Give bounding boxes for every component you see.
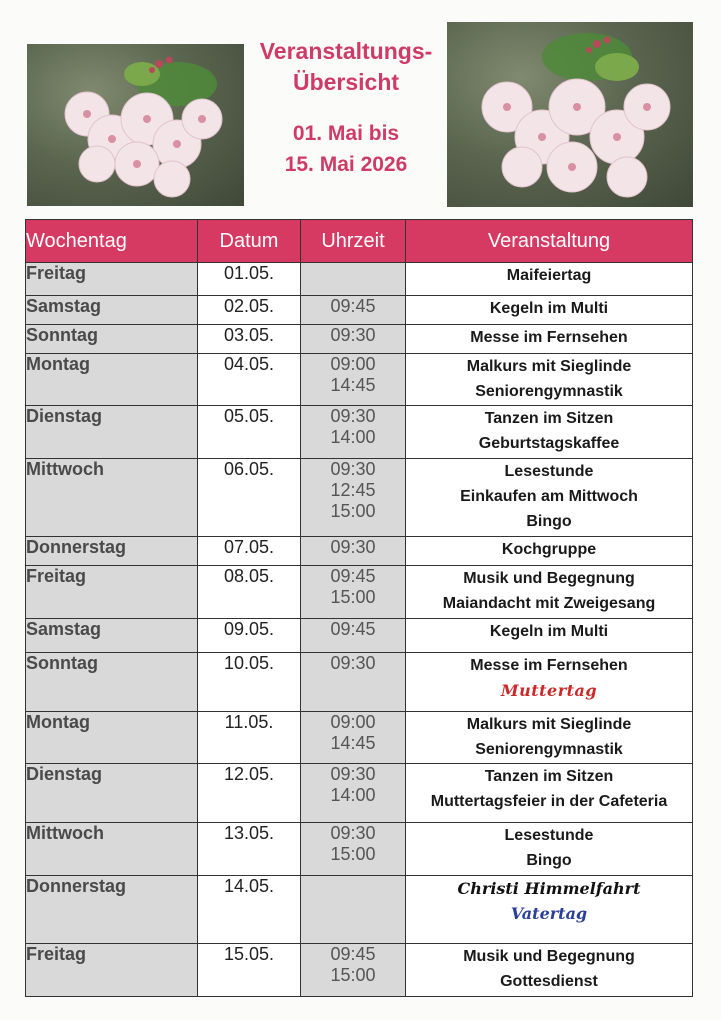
weekday-cell: Montag	[26, 354, 198, 406]
event-name: Musik und Begegnung	[463, 948, 635, 965]
date-cell: 14.05.	[198, 876, 301, 944]
table-row	[26, 325, 693, 354]
event-cell	[406, 653, 693, 712]
event-name: Kegeln im Multi	[489, 300, 609, 317]
event-name: Kegeln im Multi	[489, 623, 609, 640]
weekday-cell: Samstag	[26, 296, 198, 325]
event-name: Lesestunde	[504, 827, 594, 844]
event-name: Tanzen im Sitzen	[484, 768, 614, 785]
event-cell	[406, 712, 693, 764]
table-row	[26, 537, 693, 566]
date-cell: 06.05.	[198, 459, 301, 537]
time-cell	[301, 296, 406, 325]
event-name: Malkurs mit Sieglinde	[466, 358, 632, 375]
time-value: 09:45	[330, 944, 376, 964]
date-cell: 11.05.	[198, 712, 301, 764]
date-range-end: 15. Mai 2026	[284, 153, 408, 176]
page-title-line2: Übersicht	[292, 69, 400, 95]
title-block	[252, 36, 440, 182]
event-cell	[406, 764, 693, 823]
weekday-cell: Mittwoch	[26, 823, 198, 876]
cherry-blossom-image	[447, 22, 693, 207]
time-value: 15:00	[330, 965, 376, 985]
time-cell	[301, 354, 406, 406]
date-cell: 15.05.	[198, 944, 301, 997]
time-value: 14:45	[330, 733, 376, 753]
table-row	[26, 944, 693, 997]
holiday-label: Vatertag	[510, 904, 588, 923]
event-name: Kochgruppe	[501, 541, 597, 558]
schedule-body	[26, 263, 693, 997]
date-cell: 12.05.	[198, 764, 301, 823]
time-cell	[301, 653, 406, 712]
time-value: 14:00	[330, 427, 376, 447]
time-cell	[301, 712, 406, 764]
cherry-blossom-image	[27, 44, 244, 206]
table-row	[26, 459, 693, 537]
event-cell	[406, 296, 693, 325]
event-name: Muttertagsfeier in der Cafeteria	[430, 793, 668, 810]
time-value: 09:30	[330, 406, 376, 426]
time-value: 09:30	[330, 764, 376, 784]
page-title-line1: Veranstaltungs-	[259, 38, 433, 64]
time-cell	[301, 566, 406, 619]
time-cell	[301, 764, 406, 823]
event-cell	[406, 944, 693, 997]
date-range-start: 01. Mai bis	[292, 122, 400, 145]
date-cell: 02.05.	[198, 296, 301, 325]
header-time: Uhrzeit	[301, 220, 406, 263]
time-cell	[301, 876, 406, 944]
time-cell	[301, 459, 406, 537]
table-row	[26, 619, 693, 653]
event-cell	[406, 354, 693, 406]
event-cell	[406, 537, 693, 566]
time-value: 14:00	[330, 785, 376, 805]
weekday-cell: Dienstag	[26, 764, 198, 823]
weekday-cell: Donnerstag	[26, 876, 198, 944]
time-value: 09:30	[330, 459, 376, 479]
time-value: 09:45	[330, 566, 376, 586]
table-row	[26, 406, 693, 459]
time-value: 09:30	[330, 823, 376, 843]
event-name: Einkaufen am Mittwoch	[460, 488, 638, 505]
date-cell: 08.05.	[198, 566, 301, 619]
event-name: Seniorengymnastik	[475, 383, 623, 400]
table-row	[26, 354, 693, 406]
weekday-cell: Freitag	[26, 944, 198, 997]
weekday-cell: Sonntag	[26, 325, 198, 354]
event-name: Maiandacht mit Zweigesang	[442, 595, 656, 612]
event-name: Tanzen im Sitzen	[484, 410, 614, 427]
event-cell	[406, 459, 693, 537]
table-row	[26, 876, 693, 944]
time-value: 14:45	[330, 375, 376, 395]
cherry-blossom-photo-left	[27, 44, 244, 206]
table-header-row	[26, 220, 693, 263]
table-row	[26, 296, 693, 325]
table-row	[26, 263, 693, 296]
weekday-cell: Mittwoch	[26, 459, 198, 537]
time-value: 15:00	[330, 501, 376, 521]
event-cell	[406, 263, 693, 296]
schedule-table	[25, 219, 693, 997]
weekday-cell: Freitag	[26, 566, 198, 619]
table-row	[26, 823, 693, 876]
event-cell	[406, 876, 693, 944]
time-cell	[301, 325, 406, 354]
event-name: Lesestunde	[504, 463, 594, 480]
weekday-cell: Sonntag	[26, 653, 198, 712]
event-cell	[406, 619, 693, 653]
weekday-cell: Freitag	[26, 263, 198, 296]
date-cell: 13.05.	[198, 823, 301, 876]
time-value: 09:45	[330, 619, 376, 639]
time-value: 15:00	[330, 844, 376, 864]
event-name: Messe im Fernsehen	[470, 657, 628, 674]
date-cell: 03.05.	[198, 325, 301, 354]
time-value: 09:00	[330, 354, 376, 374]
event-name: Gottesdienst	[500, 973, 598, 990]
time-cell	[301, 619, 406, 653]
time-cell	[301, 537, 406, 566]
header-event: Veranstaltung	[406, 220, 693, 263]
weekday-cell: Donnerstag	[26, 537, 198, 566]
time-value: 12:45	[330, 480, 376, 500]
event-name: Maifeiertag	[506, 267, 592, 284]
time-value: 09:30	[330, 537, 376, 557]
time-value: 09:45	[330, 296, 376, 316]
event-name: Bingo	[526, 852, 572, 869]
table-row	[26, 653, 693, 712]
time-value: 09:00	[330, 712, 376, 732]
date-cell: 01.05.	[198, 263, 301, 296]
date-cell: 09.05.	[198, 619, 301, 653]
event-cell	[406, 325, 693, 354]
event-cell	[406, 823, 693, 876]
event-name: Malkurs mit Sieglinde	[466, 716, 632, 733]
weekday-cell: Montag	[26, 712, 198, 764]
event-name: Bingo	[526, 513, 572, 530]
weekday-cell: Dienstag	[26, 406, 198, 459]
time-cell	[301, 823, 406, 876]
header-date: Datum	[198, 220, 301, 263]
time-cell	[301, 263, 406, 296]
event-name: Messe im Fernsehen	[470, 329, 628, 346]
time-cell	[301, 944, 406, 997]
event-name: Geburtstagskaffee	[478, 435, 620, 452]
weekday-cell: Samstag	[26, 619, 198, 653]
table-row	[26, 764, 693, 823]
time-value: 09:30	[330, 325, 376, 345]
date-cell: 07.05.	[198, 537, 301, 566]
date-cell: 04.05.	[198, 354, 301, 406]
table-row	[26, 712, 693, 764]
event-name: Musik und Begegnung	[463, 570, 635, 587]
date-cell: 10.05.	[198, 653, 301, 712]
cherry-blossom-photo-right	[447, 22, 693, 207]
holiday-label: Muttertag	[500, 681, 598, 700]
header-weekday: Wochentag	[26, 220, 198, 263]
event-name: Seniorengymnastik	[475, 741, 623, 758]
time-value: 15:00	[330, 587, 376, 607]
time-value: 09:30	[330, 653, 376, 673]
event-cell	[406, 566, 693, 619]
date-cell: 05.05.	[198, 406, 301, 459]
table-row	[26, 566, 693, 619]
event-cell	[406, 406, 693, 459]
time-cell	[301, 406, 406, 459]
holiday-label: Christi Himmelfahrt	[457, 879, 641, 898]
